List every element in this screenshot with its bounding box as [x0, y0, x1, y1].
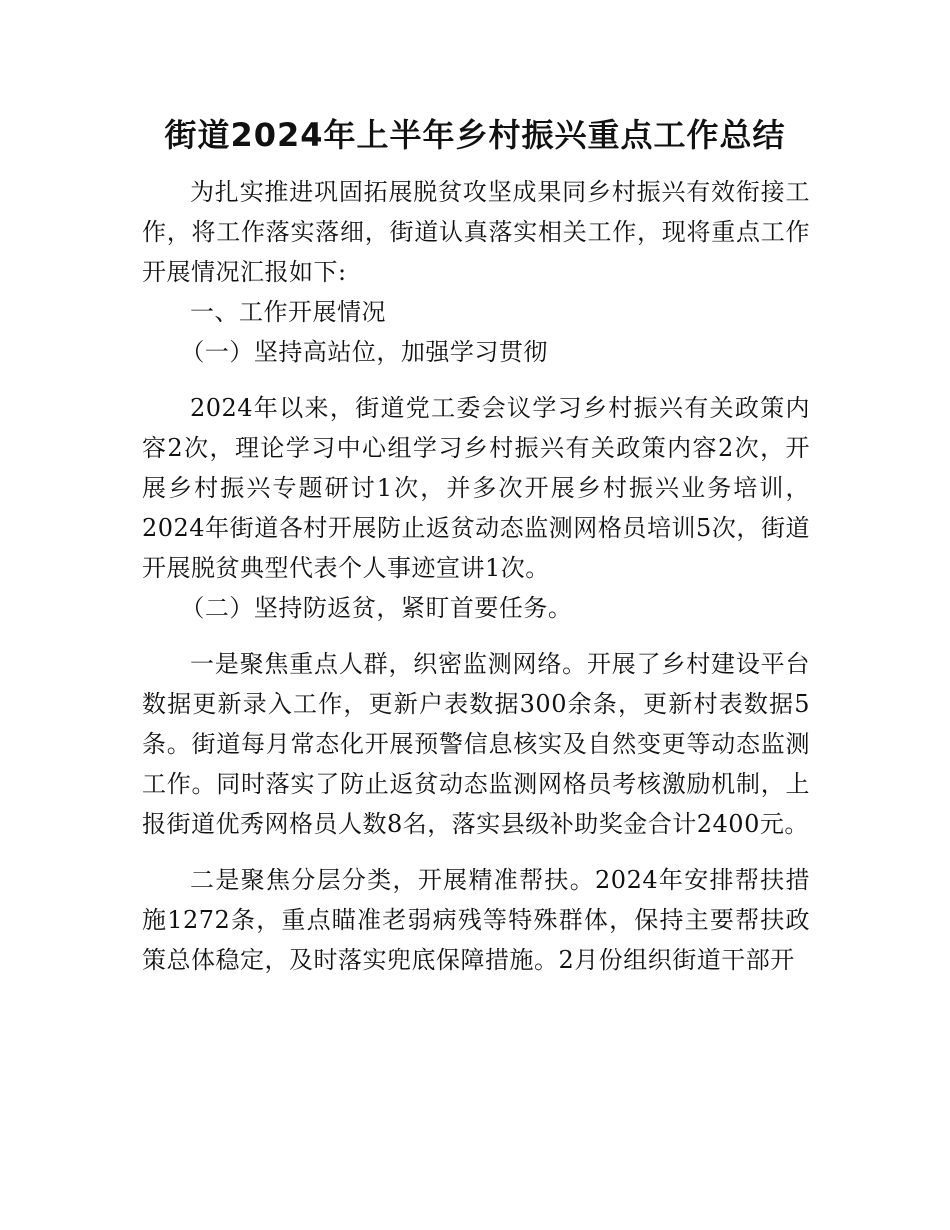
intro-paragraph: 为扎实推进巩固拓展脱贫攻坚成果同乡村振兴有效衔接工作，将工作落实落细，街道认真落实相关工作，现将重点工作开展情况汇报如下: — [142, 178, 810, 286]
subsection-2-paragraph-2: 二是聚焦分层分类，开展精准帮扶。2024年安排帮扶措施1272条，重点瞄准老弱病残等特殊群体，保持主要帮扶政策总体稳定，及时落实兜底保障措施。2月份组织街道干部开 — [142, 866, 810, 974]
document-body — [142, 172, 810, 980]
subsection-1-paragraph: 2024年以来，街道党工委会议学习乡村振兴有关政策内容2次，理论学习中心组学习乡村振兴有关政策内容2次，开展乡村振兴专题研讨1次，并多次开展乡村振兴业务培训，2024年街道各村开展防止返贫动态监测网格员培训5次，街道开展脱贫典型代表个人事迹宣讲1次。 — [142, 394, 810, 582]
subsection-2-paragraph-1: 一是聚焦重点人群，织密监测网络。开展了乡村建设平台数据更新录入工作，更新户表数据300余条，更新村表数据5条。街道每月常态化开展预警信息核实及自然变更等动态监测工作。同时落实了防止返贫动态监测网格员考核激励机制，上报街道优秀网格员人数8名，落实县级补助奖金合计2400元。 — [142, 650, 810, 838]
document-title: 街道2024年上半年乡村振兴重点工作总结 — [164, 116, 786, 154]
subsection-heading-2: （二）坚持防返贫，紧盯首要任务。 — [180, 594, 573, 622]
subsection-heading-1: （一）坚持高站位，加强学习贯彻 — [180, 338, 548, 366]
section-heading-1: 一、工作开展情况 — [190, 298, 386, 326]
